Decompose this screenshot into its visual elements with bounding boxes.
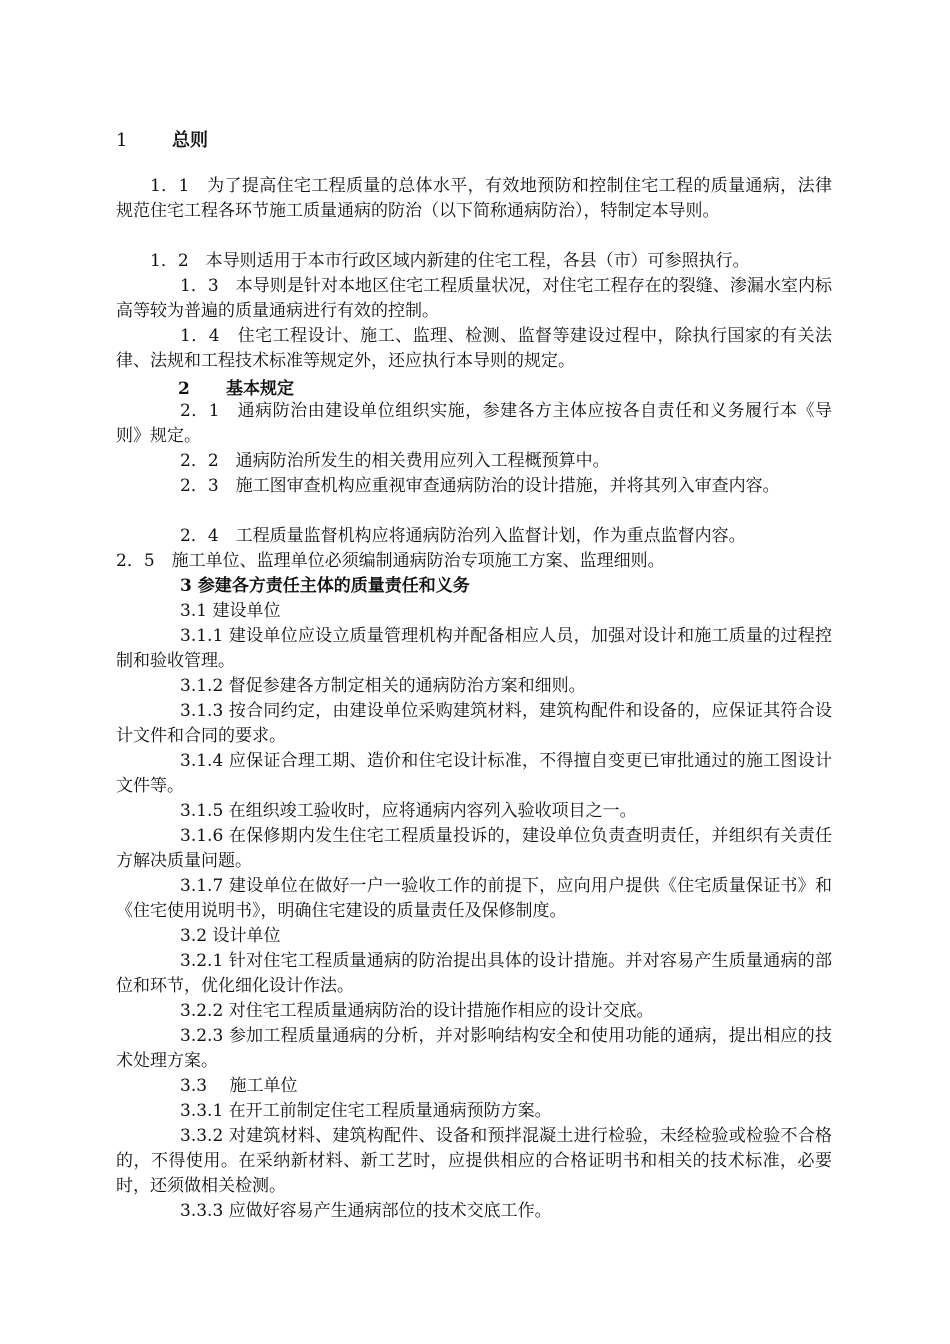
clause-number: 1．4 xyxy=(180,326,238,346)
clause-text: 施工单位、监理单位必须编制通病防治专项施工方案、监理细则。 xyxy=(171,551,665,571)
clause-3-1-1: 3.1.1 建设单位应设立质量管理机构并配备相应人员，加强对设计和施工质量的过程控制和验收管理。 xyxy=(116,626,832,671)
clause-text: 本导则适用于本市行政区域内新建的住宅工程，各县（市）可参照执行。 xyxy=(205,251,750,271)
section-1-heading xyxy=(116,126,208,152)
clause-text: 通病防治由建设单位组织实施，参建各方主体应按各自责任和义务履行本《导则》规定。 xyxy=(116,401,832,446)
section-number: 1 xyxy=(116,130,128,151)
subsection-3-1: 3.1 建设单位 xyxy=(180,601,281,621)
section-number: 2 xyxy=(178,379,190,399)
clause-number: 1．1 xyxy=(150,176,208,196)
clause-text: 施工图审查机构应重视审查通病防治的设计措施，并将其列入审查内容。 xyxy=(235,476,780,496)
clause-1-4 xyxy=(116,324,832,374)
clause-3-3-3: 3.3.3 应做好容易产生通病部位的技术交底工作。 xyxy=(180,1201,552,1221)
clause-3-3-1: 3.3.1 在开工前制定住宅工程质量通病预防方案。 xyxy=(180,1101,552,1121)
clause-2-3 xyxy=(116,474,832,499)
clause-2-4 xyxy=(116,524,832,549)
clause-1-2 xyxy=(116,249,832,274)
clause-text: 通病防治所发生的相关费用应列入工程概预算中。 xyxy=(235,451,610,471)
clause-number: 2．3 xyxy=(180,476,236,496)
clause-number: 1．3 xyxy=(180,276,236,296)
section-title: 基本规定 xyxy=(226,379,294,399)
section-3-heading: 3 参建各方责任主体的质量责任和义务 xyxy=(180,576,470,596)
clause-number: 2．1 xyxy=(180,401,238,421)
clause-text: 工程质量监督机构应将通病防治列入监督计划，作为重点监督内容。 xyxy=(235,526,746,546)
clause-3-1-3: 3.1.3 按合同约定，由建设单位采购建筑材料，建筑构配件和设备的，应保证其符合设计文件和合同的要求。 xyxy=(116,701,832,746)
clause-number: 1．2 xyxy=(150,251,206,271)
clause-2-1 xyxy=(116,399,832,449)
section-2-heading xyxy=(178,374,294,399)
clause-text: 本导则是针对本地区住宅工程质量状况，对住宅工程存在的裂缝、渗漏水室内标高等较为普遍的质量通病进行有效的控制。 xyxy=(116,276,832,321)
clause-1-1 xyxy=(116,174,832,224)
clause-2-5 xyxy=(116,549,832,574)
clause-3-2-2: 3.2.2 对住宅工程质量通病防治的设计措施作相应的设计交底。 xyxy=(180,1001,654,1021)
clause-text: 为了提高住宅工程质量的总体水平，有效地预防和控制住宅工程的质量通病，法律规范住宅工程各环节施工质量通病的防治（以下简称通病防治），特制定本导则。 xyxy=(116,176,832,221)
clause-3-1-6: 3.1.6 在保修期内发生住宅工程质量投诉的，建设单位负责查明责任，并组织有关责任方解决质量问题。 xyxy=(116,826,832,871)
clause-number: 2．4 xyxy=(180,526,236,546)
clause-text: 住宅工程设计、施工、监理、检测、监督等建设过程中，除执行国家的有关法律、法规和工程技术标准等规定外，还应执行本导则的规定。 xyxy=(116,326,832,371)
clause-3-1-5: 3.1.5 在组织竣工验收时，应将通病内容列入验收项目之一。 xyxy=(180,801,637,821)
clause-3-1-4: 3.1.4 应保证合理工期、造价和住宅设计标准，不得擅自变更已审批通过的施工图设计文件等。 xyxy=(116,751,832,796)
clause-2-2 xyxy=(116,449,832,474)
clause-3-1-2: 3.1.2 督促参建各方制定相关的通病防治方案和细则。 xyxy=(180,676,586,696)
clause-3-3-2: 3.3.2 对建筑材料、建筑构配件、设备和预拌混凝土进行检验，未经检验或检验不合格的，不得使用。在采纳新材料、新工艺时，应提供相应的合格证明书和相关的技术标准，必要时，还须做相关检测。 xyxy=(116,1126,832,1196)
clause-3-2-1: 3.2.1 针对住宅工程质量通病的防治提出具体的设计措施。并对容易产生质量通病的部位和环节，优化细化设计作法。 xyxy=(116,951,832,996)
clause-number: 2．2 xyxy=(180,451,236,471)
clause-3-2-3: 3.2.3 参加工程质量通病的分析，并对影响结构安全和使用功能的通病，提出相应的技术处理方案。 xyxy=(116,1026,832,1071)
clause-number: 2．5 xyxy=(116,551,172,571)
section-title: 总则 xyxy=(172,130,208,151)
subsection-3-3: 3.3 施工单位 xyxy=(180,1076,298,1096)
subsection-3-2: 3.2 设计单位 xyxy=(180,926,281,946)
clause-1-3 xyxy=(116,274,832,324)
clause-3-1-7: 3.1.7 建设单位在做好一户一验收工作的前提下，应向用户提供《住宅质量保证书》和《住宅使用说明书》，明确住宅建设的质量责任及保修制度。 xyxy=(116,876,832,921)
